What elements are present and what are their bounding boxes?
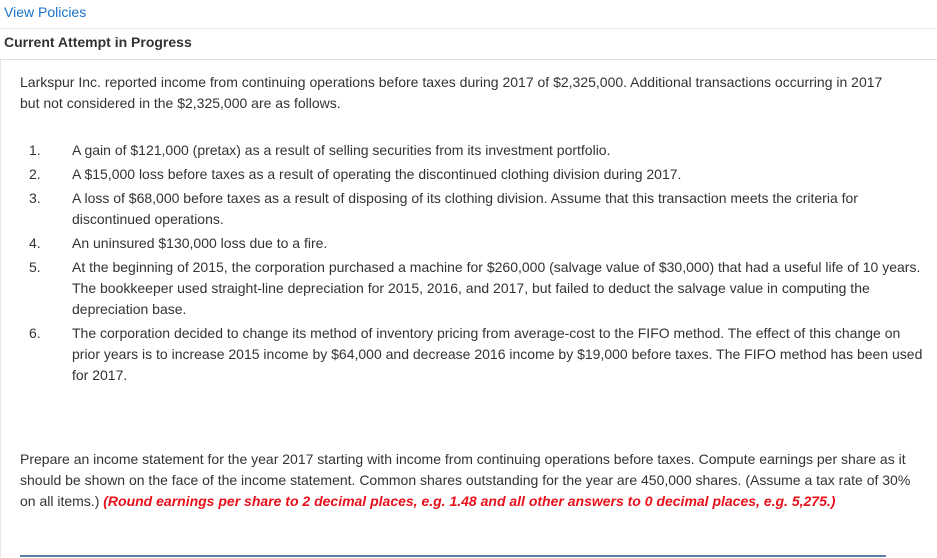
list-item	[20, 140, 930, 161]
list-item-number: 6.	[29, 325, 41, 341]
list-item	[20, 164, 930, 185]
list-item-text: A gain of $121,000 (pretax) as a result of selling securities from its investment portfolio.	[72, 142, 611, 158]
rounding-note: (Round earnings per share to 2 decimal places, e.g. 1.48 and all other answers to 0 decimal places, e.g. 5,275.)	[103, 493, 836, 509]
list-item	[20, 188, 930, 230]
list-item-text: At the beginning of 2015, the corporation purchased a machine for $260,000 (salvage value of $30,000) that had a useful life of 10 years. The bookkeeper used straight-line depreciation for 2015, 2016, and 2017, but failed to deduct the salvage value in computing the depreciation base.	[72, 259, 921, 317]
list-item	[20, 257, 930, 320]
list-item-number: 3.	[29, 190, 41, 206]
list-item-text: A $15,000 loss before taxes as a result of operating the discontinued clothing division during 2017.	[72, 166, 682, 182]
list-item-text: A loss of $68,000 before taxes as a result of disposing of its clothing division. Assume that this transaction meets the criteria for discontinued operations.	[72, 190, 858, 227]
view-policies-link[interactable]: View Policies	[4, 4, 87, 20]
question-instructions	[20, 449, 928, 512]
attempt-status-title: Current Attempt in Progress	[4, 34, 192, 50]
list-item	[20, 233, 930, 254]
transaction-list	[20, 140, 930, 386]
list-item-number: 4.	[29, 235, 41, 251]
list-item-text: An uninsured $130,000 loss due to a fire.	[72, 235, 328, 251]
answer-section-divider	[20, 555, 886, 557]
question-intro: Larkspur Inc. reported income from continuing operations before taxes during 2017 of $2,325,000. Additional transactions occurring in 2017 but not considered in the $2,325,000 are as follows.	[20, 74, 883, 111]
question-panel	[0, 60, 937, 558]
header-divider	[0, 28, 937, 29]
list-item-number: 2.	[29, 166, 41, 182]
list-item-number: 1.	[29, 142, 41, 158]
instructions-text: Prepare an income statement for the year 2017 starting with income from continuing operations before taxes. Compute earnings per share as it should be shown on the face of the income statement. Common shares outstanding for the year are 450,000 shares. (Assume a tax rate of 30% on all items.)	[20, 451, 911, 509]
list-item-number: 5.	[29, 259, 41, 275]
list-item	[20, 323, 930, 386]
list-item-text: The corporation decided to change its method of inventory pricing from average-cost to the FIFO method. The effect of this change on prior years is to increase 2015 income by $64,000 and decrease 2016 income by $19,000 before taxes. The FIFO method has been used for 2017.	[72, 325, 923, 383]
